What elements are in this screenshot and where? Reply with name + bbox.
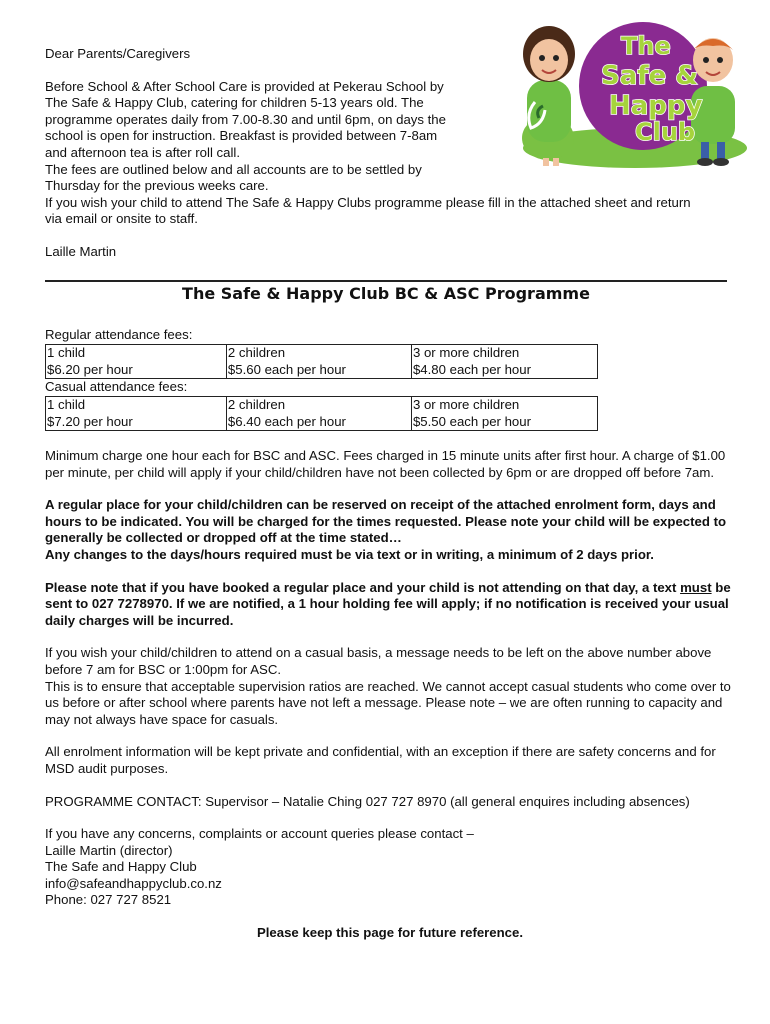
table-cell: 2 children (226, 345, 411, 362)
intro-line: If you wish your child to attend The Safe & Happy Clubs programme please fill in the attached sheet and return (45, 194, 691, 210)
intro-line: The fees are outlined below and all accounts are to be settled by (45, 161, 422, 177)
table-cell: $4.80 each per hour (411, 362, 597, 379)
notification-text: be sent to 027 7278970. If we are notified, a 1 hour holding fee will apply; if no notification is received your usual daily charges will be incurred. (45, 579, 731, 628)
footer-note: Please keep this page for future reference. (256, 925, 524, 941)
minimum-charge-paragraph: Minimum charge one hour each for BSC and ASC. Fees charged in 15 minute units after first hour. A charge of $1.00 per minute, per child will apply if your child/children have not been collected by 6pm or are dropped off before 7am. (45, 448, 726, 480)
contact-paragraph: PROGRAMME CONTACT: Supervisor – Natalie Ching 027 727 8970 (all general enquires including absences) (45, 793, 690, 809)
table-cell: 2 children (226, 397, 411, 414)
table-cell: 1 child (46, 345, 227, 362)
notification-text: Please note that if you have booked a regular place and your child is not attending on that day, a text (45, 579, 681, 595)
intro-line: The Safe & Happy Club, catering for children 5-13 years old. The (45, 95, 424, 111)
ratio-paragraph: This is to ensure that acceptable supervision ratios are reached. We cannot accept casual students who come over to us before or after school where parents have not left a message. Please note – we are often running to capacity and may not always have space for casuals. (45, 678, 731, 727)
intro-line: Before School & After School Care is provided at Pekerau School by (45, 78, 444, 94)
casual-fees-label: Casual attendance fees: (45, 379, 188, 395)
concerns-line: Phone: 027 727 8521 (45, 892, 172, 908)
email-link[interactable]: info@safeandhappyclub.co.nz (45, 875, 222, 891)
logo-word-the: The (621, 32, 671, 60)
regular-fees-label: Regular attendance fees: (45, 327, 193, 342)
policy-text (45, 448, 735, 942)
intro-line: Thursday for the previous weeks care. (45, 178, 269, 194)
casual-fees-table (45, 396, 598, 431)
regular-fees-table (45, 344, 598, 379)
intro-line: programme operates daily from 7.00-8.30 and until 6pm, on days the (45, 111, 446, 127)
table-cell: $5.50 each per hour (411, 414, 597, 431)
programme-heading: The Safe & Happy Club BC & ASC Programme (182, 284, 590, 303)
section-divider (45, 280, 727, 282)
concerns-line: Laille Martin (director) (45, 842, 173, 858)
table-cell: $6.40 each per hour (226, 414, 411, 431)
concerns-line: The Safe and Happy Club (45, 859, 197, 875)
intro-line: via email or onsite to staff. (45, 211, 198, 227)
concerns-line: If you have any concerns, complaints or account queries please contact – (45, 826, 474, 842)
signoff: Laille Martin (45, 243, 117, 259)
table-cell: $5.60 each per hour (226, 362, 411, 379)
safe-happy-club-logo (515, 20, 747, 170)
intro-line: school is open for instruction. Breakfast is provided between 7-8am (45, 128, 438, 144)
intro-line: and afternoon tea is after roll call. (45, 144, 240, 160)
table-cell: $7.20 per hour (46, 414, 227, 431)
logo-word-club: Club (635, 118, 696, 146)
fees-section (45, 327, 600, 431)
casual-paragraph: If you wish your child/children to attend on a casual basis, a message needs to be left on the above number above before 7 am for BSC or 1:00pm for ASC. (45, 645, 712, 677)
notification-paragraph (45, 580, 735, 630)
table-cell: 1 child (46, 397, 227, 414)
table-cell: $6.20 per hour (46, 362, 227, 379)
logo-word-happy: Happy (609, 91, 703, 121)
privacy-paragraph: All enrolment information will be kept private and confidential, with an exception if there are safety concerns and for MSD audit purposes. (45, 744, 716, 776)
girl-figure-icon (522, 26, 575, 166)
greeting: Dear Parents/Caregivers (45, 46, 191, 61)
notification-must: must (680, 579, 712, 595)
changes-paragraph: Any changes to the days/hours required must be via text or in writing, a minimum of 2 days prior. (45, 546, 654, 562)
table-cell: 3 or more children (411, 397, 597, 414)
logo-word-safe: Safe & (601, 61, 698, 91)
regular-place-paragraph: A regular place for your child/children can be reserved on receipt of the attached enrolment form, days and hours to be indicated. You will be charged for the times requested. Please note your child will be expected to generally be collected or dropped off at the time stated… (45, 497, 727, 546)
table-cell: 3 or more children (411, 345, 597, 362)
